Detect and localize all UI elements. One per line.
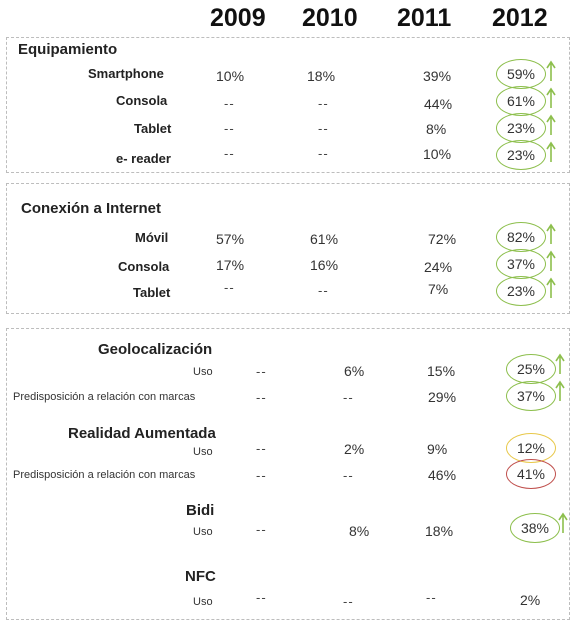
value-consola-2012: 61% [496,86,546,116]
value-tablet-2012: 23% [496,113,546,143]
value-geo-pred-2011: 29% [428,389,457,405]
year-header-2011: 2011 [397,4,452,32]
row-label-geo-uso: Uso [193,366,213,378]
year-header-2009: 2009 [210,4,266,32]
value-movil-2009: 57% [216,231,245,247]
value-consola-2009: -- [224,96,235,111]
up-arrow-icon [546,87,556,109]
value-smartphone-2011: 39% [423,68,452,84]
value-movil-2012: 82% [496,222,546,252]
row-label-tablet: Tablet [134,121,172,136]
up-arrow-icon [546,223,556,245]
value-ra-pred-2009: -- [256,468,267,483]
value-movil-2010: 61% [310,231,339,247]
value-smartphone-2012: 59% [496,59,546,89]
conexion-title: Conexión a Internet [21,200,162,217]
value-bidi-uso-2012: 38% [510,513,560,543]
value-consola-conexion-2012: 37% [496,249,546,279]
value-consola-conexion-2009: 17% [216,257,245,273]
row-label-ra-uso: Uso [193,446,213,458]
row-label-bidi-uso: Uso [193,526,213,538]
value-tablet-2011: 8% [426,121,447,137]
value-consola-2011: 44% [424,96,453,112]
row-label-smartphone: Smartphone [88,66,164,81]
row-label-tablet-conexion: Tablet [133,285,171,300]
value-tablet-conexion-2009: -- [224,280,235,295]
value-geo-pred-2009: -- [256,390,267,405]
value-nfc-uso-2009: -- [256,590,267,605]
value-ra-pred-2010: -- [343,468,354,483]
value-geo-uso-2010: 6% [344,363,365,379]
row-label-consola: Consola [116,93,168,108]
value-smartphone-2009: 10% [216,68,245,84]
value-nfc-uso-2011: -- [426,590,437,605]
up-arrow-icon [546,250,556,272]
value-smartphone-2010: 18% [307,68,336,84]
row-label-consola-conexion: Consola [118,259,170,274]
up-arrow-icon [558,512,568,534]
value-bidi-uso-2011: 18% [425,523,454,539]
value-ereader-2009: -- [224,146,235,161]
value-ereader-2011: 10% [423,146,452,162]
value-tablet-conexion-2012: 23% [496,276,546,306]
value-geo-uso-2011: 15% [427,363,456,379]
value-geo-pred-2010: -- [343,390,354,405]
value-movil-2011: 72% [428,231,457,247]
row-label-ra-predisposicion: Predisposición a relación con marcas [13,469,196,481]
realidad-aumentada-title: Realidad Aumentada [68,425,216,442]
year-header-2012: 2012 [492,4,548,32]
value-ra-uso-2010: 2% [344,441,365,457]
value-ra-uso-2011: 9% [427,441,448,457]
value-ereader-2010: -- [318,146,329,161]
value-ra-uso-2009: -- [256,441,267,456]
up-arrow-icon [546,141,556,163]
value-tablet-conexion-2011: 7% [428,281,449,297]
up-arrow-icon [546,277,556,299]
up-arrow-icon [555,353,565,375]
up-arrow-icon [546,60,556,82]
value-tablet-2010: -- [318,121,329,136]
value-geo-uso-2012: 25% [506,354,556,384]
value-geo-pred-2012: 37% [506,381,556,411]
up-arrow-icon [555,380,565,402]
value-consola-conexion-2011: 24% [424,259,453,275]
value-ra-pred-2011: 46% [428,467,457,483]
value-ereader-2012: 23% [496,140,546,170]
value-tablet-conexion-2010: -- [318,283,329,298]
up-arrow-icon [546,114,556,136]
value-bidi-uso-2009: -- [256,522,267,537]
value-consola-conexion-2010: 16% [310,257,339,273]
year-header-2010: 2010 [302,4,358,32]
value-nfc-uso-2010: -- [343,594,354,609]
geolocalizacion-title: Geolocalización [98,341,213,358]
row-label-geo-predisposicion: Predisposición a relación con marcas [13,391,196,403]
value-bidi-uso-2010: 8% [349,523,370,539]
value-ra-uso-2012: 12% [506,433,556,463]
row-label-e-reader: e- reader [116,151,171,166]
value-ra-pred-2012: 41% [506,459,556,489]
value-nfc-uso-2012: 2% [520,592,541,608]
value-geo-uso-2009: -- [256,364,267,379]
row-label-movil: Móvil [135,230,169,245]
bidi-title: Bidi [186,502,215,519]
value-tablet-2009: -- [224,121,235,136]
equipamiento-title: Equipamiento [18,41,118,58]
nfc-title: NFC [185,568,216,585]
value-consola-2010: -- [318,96,329,111]
row-label-nfc-uso: Uso [193,596,213,608]
